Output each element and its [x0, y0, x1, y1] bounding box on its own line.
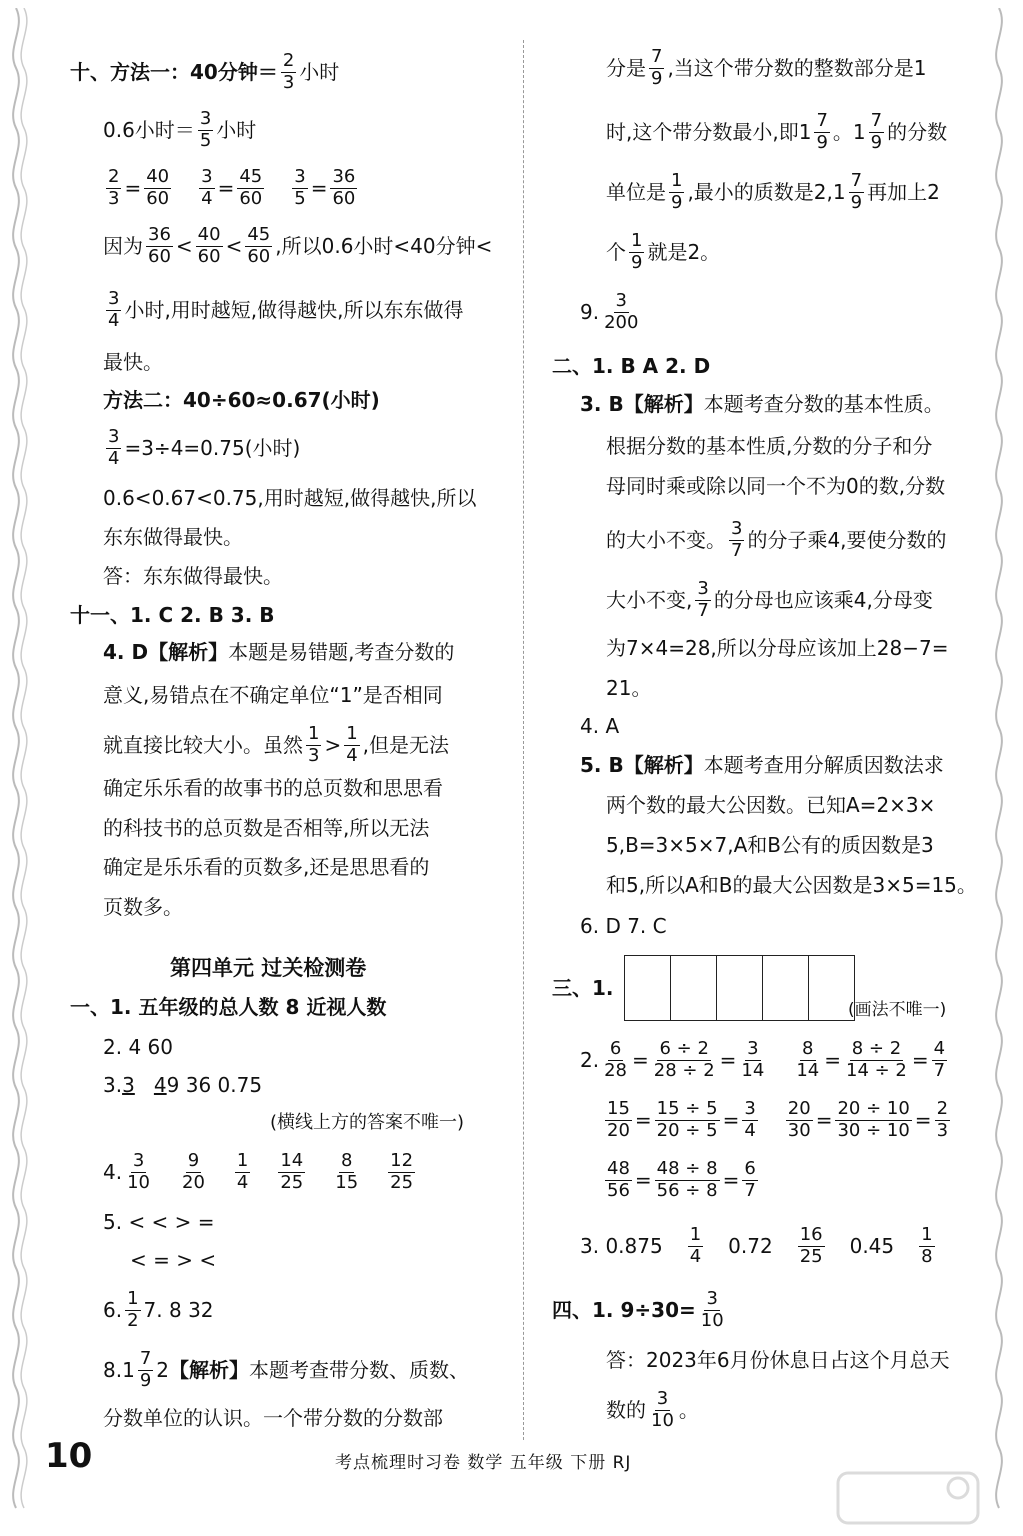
answer-line [70, 52, 339, 93]
text: 的分母也应该乘4,分母变 [713, 588, 933, 613]
text: 3. B [580, 392, 624, 416]
answer-line: $\frac{15}{20}$ = $\frac{15 \div 5}{20 \div 5}$ = $\frac{3}{4}$ $\frac{20}{30}$ = $\frac{20 \div 10}{30 \div 10}$ = $\frac{2}{3}$ [607, 1098, 949, 1141]
fraction [849, 172, 864, 213]
fraction [919, 1226, 934, 1267]
fraction-numerator: 14 [280, 1150, 304, 1171]
fraction-denominator: 8 [921, 1245, 933, 1267]
fraction-numerator: 36 [148, 224, 171, 245]
text: ,所以0.6小时<40分钟< [275, 234, 493, 259]
text: 本题考查用分解质因数法求 [703, 753, 944, 777]
fraction-numerator: 4 [933, 1038, 946, 1059]
answer-line: 确定是乐乐看的页数多,还是思思看的 [103, 855, 430, 879]
fraction [629, 232, 644, 273]
fraction [333, 1152, 360, 1193]
fraction-denominator: 60 [148, 245, 171, 267]
text: 小时 [216, 118, 257, 143]
fraction [237, 168, 264, 209]
fraction-denominator: 14 [741, 1059, 765, 1081]
fraction [144, 168, 171, 209]
fraction [106, 290, 121, 331]
fraction-denominator: 28 [604, 1059, 627, 1081]
fraction [125, 1290, 140, 1331]
fraction-numerator: 7 [139, 1348, 152, 1369]
text [717, 956, 763, 1020]
fraction [278, 1152, 305, 1193]
fraction-numerator: 8 [802, 1038, 814, 1059]
fraction [196, 226, 223, 267]
answer-line [103, 1075, 262, 1095]
fraction-denominator: 4 [236, 1171, 249, 1193]
text: 1 [852, 120, 866, 145]
answer-line: 方法二：40÷60≈0.67(小时) [103, 388, 380, 412]
fraction [798, 1226, 825, 1267]
fraction [742, 1160, 757, 1201]
answer-line: 5,B=3×5×7,A和B公有的质因数是3 [606, 833, 934, 857]
fraction-denominator: 5 [199, 129, 212, 151]
answer-line: 确定乐乐看的故事书的总页数和思思看 [103, 776, 443, 800]
fraction-denominator: 10 [700, 1309, 724, 1331]
text: 三、1. [552, 976, 614, 1000]
fraction [605, 1160, 632, 1201]
fraction-numerator: 36 [332, 166, 356, 187]
fraction-numerator: 3 [108, 288, 120, 309]
text: 9 36 0.75 [166, 1073, 263, 1097]
wavy-border-right [989, 8, 1015, 1528]
fraction [786, 1100, 813, 1141]
fraction [199, 168, 214, 209]
section-header: 二、1. B A 2. D [552, 354, 711, 378]
text: 4 [153, 1073, 167, 1097]
answer-line [580, 394, 944, 414]
fraction-denominator: 9 [139, 1369, 152, 1391]
fraction-numerator: 1 [631, 230, 643, 251]
fraction-numerator: 3 [132, 1150, 145, 1171]
fraction-denominator: 60 [239, 187, 263, 209]
answer-line: 因为 $\frac{36}{60}$ < $\frac{40}{60}$ < $\frac{45}{60}$ ,所以0.6小时<40分钟< [103, 224, 493, 267]
fraction-denominator: 9 [671, 191, 683, 213]
fraction-numerator: 8 ÷ 2 [851, 1038, 902, 1059]
fraction [649, 48, 664, 89]
text: ,但是无法 [362, 733, 450, 758]
answer-line: 答：东东做得最快。 [103, 564, 283, 588]
fraction [729, 520, 744, 561]
fraction-numerator: 7 [870, 110, 883, 131]
fraction-numerator: 40 [197, 224, 221, 245]
answer-line [580, 755, 944, 775]
fraction-numerator: 20 ÷ 10 [837, 1098, 910, 1119]
text: 【解析】 [169, 1358, 250, 1383]
text: 。 [832, 120, 853, 145]
fraction-numerator: 1 [308, 723, 320, 744]
fraction [814, 112, 829, 153]
fraction-denominator: 3 [308, 744, 320, 766]
fraction-denominator: 5 [294, 187, 306, 209]
answer-line [103, 642, 454, 662]
fraction [835, 1100, 911, 1141]
fraction-numerator: 1 [236, 1150, 249, 1171]
text: 【解析】 [148, 640, 229, 664]
column-divider [523, 40, 524, 1440]
text [625, 956, 671, 1020]
fraction-numerator: 3 [731, 518, 743, 539]
fraction-numerator: 20 [787, 1098, 811, 1119]
text: 5. B [580, 753, 624, 777]
fraction [695, 580, 710, 621]
answer-line: 2. $\frac{6}{28}$ = $\frac{6 \div 2}{28 \div 2}$ = $\frac{3}{14}$ $\frac{8}{14}$ = $\frac{8 \div 2}{14 \div 2}$ = $\frac{4}{7}$ [580, 1038, 946, 1081]
unit-title: 第四单元 过关检测卷 [170, 956, 367, 980]
text: 0.45 [849, 1234, 895, 1259]
fraction [281, 52, 296, 93]
answer-line: 根据分数的基本性质,分数的分子和分 [606, 434, 933, 458]
answer-line [103, 1152, 418, 1193]
answer-line: 答：2023年6月份休息日占这个月总天 [606, 1348, 950, 1372]
text: 3. [103, 1073, 123, 1097]
answer-line [103, 1350, 469, 1391]
fraction-denominator: 3 [108, 187, 120, 209]
fraction [602, 1040, 629, 1081]
fraction [292, 168, 307, 209]
text: 1 [832, 180, 846, 205]
text: 分是 [606, 56, 646, 81]
fraction-denominator: 200 [604, 311, 639, 333]
fraction [306, 725, 321, 766]
text: 再加上2 [867, 180, 940, 205]
answer-line: 母同时乘或除以同一个不为0的数,分数 [606, 474, 946, 498]
fraction-denominator: 10 [651, 1409, 674, 1431]
fraction-numerator: 15 ÷ 5 [656, 1098, 718, 1119]
fraction [602, 292, 640, 333]
fraction [649, 1390, 676, 1431]
fraction-numerator: 3 [294, 166, 306, 187]
section-header: 十一、1. C 2. B 3. B [70, 603, 275, 627]
fraction-denominator: 7 [933, 1059, 946, 1081]
fraction-denominator: 9 [631, 251, 643, 273]
fraction [388, 1152, 415, 1193]
text: ,当这个带分数的整数部分是1 [667, 56, 927, 81]
fraction [198, 110, 213, 151]
fraction-denominator: 4 [201, 187, 213, 209]
fraction-denominator: 4 [108, 447, 120, 469]
fraction [245, 226, 272, 267]
answer-line: 和5,所以A和B的最大公因数是3×5=15。 [606, 873, 977, 897]
fraction [138, 1350, 153, 1391]
answer-line [606, 48, 927, 89]
answer-line [606, 172, 940, 213]
fraction-denominator: 4 [108, 309, 120, 331]
fraction-denominator: 28 ÷ 2 [653, 1059, 715, 1081]
fraction-numerator: 15 [607, 1098, 630, 1119]
fraction-denominator: 2 [127, 1309, 139, 1331]
answer-line [606, 112, 947, 153]
answer-line: 4. A [580, 714, 620, 738]
fraction-denominator: 20 [607, 1119, 630, 1141]
fraction [106, 428, 121, 469]
text: 十、方法一：40分钟＝ [70, 60, 278, 85]
fraction [125, 1152, 152, 1193]
fraction-denominator: 7 [744, 1179, 756, 1201]
answer-line: 5. < < > = [103, 1210, 215, 1234]
text: 单位是 [606, 180, 666, 205]
text [763, 956, 809, 1020]
fraction-denominator: 25 [390, 1171, 414, 1193]
fraction-numerator: 2 [282, 50, 295, 71]
text: 0.6小时＝ [103, 118, 195, 143]
answer-line [580, 1226, 938, 1267]
text: 8. [103, 1358, 123, 1383]
fraction-numerator: 6 [744, 1158, 756, 1179]
answer-line [606, 580, 933, 621]
fraction [844, 1040, 909, 1081]
fraction-denominator: 7 [697, 599, 709, 621]
fraction [669, 172, 684, 213]
fraction-numerator: 16 [799, 1224, 823, 1245]
text: 1 [122, 1358, 135, 1383]
answer-line [606, 1390, 699, 1431]
fraction-numerator: 40 [146, 166, 170, 187]
answer-line: 就直接比较大小。虽然 $\frac{1}{3}$ > $\frac{1}{4}$ ,但是无法 [103, 723, 450, 766]
answer-line [606, 520, 947, 561]
fraction [180, 1152, 207, 1193]
fraction-denominator: 20 [182, 1171, 205, 1193]
text [809, 956, 854, 1020]
watermark-logo-icon [833, 1468, 983, 1528]
text: 【解析】 [623, 392, 704, 416]
fraction-denominator: 60 [247, 245, 271, 267]
fraction-denominator: 4 [744, 1119, 756, 1141]
text [671, 956, 717, 1020]
fraction [688, 1226, 703, 1267]
fraction-denominator: 3 [282, 71, 295, 93]
fraction [869, 112, 884, 153]
answer-line [103, 290, 464, 331]
fraction-numerator: 3 [744, 1098, 756, 1119]
fraction-denominator: 56 [607, 1179, 630, 1201]
fraction [344, 725, 359, 766]
page-number: 10 [45, 1436, 93, 1476]
fraction [932, 1040, 947, 1081]
fraction-numerator: 1 [921, 1224, 933, 1245]
fraction-numerator: 3 [697, 578, 709, 599]
fraction [235, 1152, 250, 1193]
text: 9. [580, 300, 600, 325]
fraction [605, 1100, 632, 1141]
note: (画法不唯一) [848, 1000, 947, 1020]
fraction-denominator: 9 [850, 191, 863, 213]
text: 本题考查分数的基本性质。 [703, 392, 944, 416]
text: 0.72 [728, 1234, 773, 1259]
text: 4. D [103, 640, 149, 664]
fraction-denominator: 4 [689, 1245, 702, 1267]
fraction-numerator: 6 [609, 1038, 622, 1059]
answer-line: 21。 [606, 676, 652, 700]
text: 四、1. 9÷30= [552, 1298, 696, 1323]
text: ,最小的质数是2, [687, 180, 833, 205]
fraction-denominator: 10 [127, 1171, 150, 1193]
section-header [552, 955, 855, 1021]
answer-line: 6. D 7. C [580, 914, 667, 938]
fraction-denominator: 7 [731, 539, 743, 561]
answer-line [103, 428, 300, 469]
fraction-numerator: 3 [201, 166, 213, 187]
fraction-numerator: 12 [390, 1150, 414, 1171]
answer-line: 为7×4=28,所以分母应该加上28−7= [606, 636, 949, 660]
answer-line: 2. 4 60 [103, 1035, 173, 1059]
note: (横线上方的答案不唯一) [270, 1112, 465, 1133]
fraction [655, 1100, 720, 1141]
fraction-numerator: 2 [108, 166, 120, 187]
fraction-denominator: 4 [346, 744, 358, 766]
text: 2 [156, 1358, 170, 1383]
fraction [330, 168, 357, 209]
answer-line: 分数单位的认识。一个带分数的分数部 [103, 1406, 443, 1430]
fraction [935, 1100, 950, 1141]
fraction [739, 1040, 766, 1081]
answer-line: 最快。 [103, 350, 163, 374]
answer-line: 的科技书的总页数是否相等,所以无法 [103, 816, 430, 840]
fraction-numerator: 48 [607, 1158, 630, 1179]
answer-line [580, 292, 643, 333]
fraction [655, 1160, 720, 1201]
text: 。 [678, 1398, 699, 1423]
fraction [794, 1040, 821, 1081]
text: 大小不变, [606, 588, 693, 613]
answer-line [103, 110, 256, 151]
text: 6. [103, 1298, 123, 1323]
fraction-denominator: 9 [651, 67, 663, 89]
fraction-numerator: 45 [239, 166, 263, 187]
answer-line: 意义,易错点在不确定单位“1”是否相同 [103, 683, 443, 707]
fraction-numerator: 6 ÷ 2 [659, 1038, 709, 1059]
text: 小时,用时越短,做得越快,所以东东做得 [124, 298, 464, 323]
fraction-numerator: 1 [689, 1224, 702, 1245]
section-header: 一、1. 五年级的总人数 8 近视人数 [70, 995, 387, 1019]
fraction-denominator: 30 [787, 1119, 811, 1141]
fraction-numerator: 9 [187, 1150, 200, 1171]
fraction [106, 168, 121, 209]
text: 2. [580, 1048, 600, 1073]
text: 的分子乘4,要使分数的 [747, 528, 947, 553]
fraction-numerator: 3 [615, 290, 627, 311]
fraction-numerator: 1 [127, 1288, 139, 1309]
fraction [146, 226, 173, 267]
text: 的大小不变。 [606, 528, 726, 553]
fraction-numerator: 2 [936, 1098, 949, 1119]
fraction-numerator: 1 [671, 170, 683, 191]
text: 3. 0.875 [580, 1234, 663, 1259]
answer-line [606, 232, 720, 273]
text: 数的 [606, 1398, 646, 1423]
text: 7. 8 32 [143, 1298, 214, 1323]
fraction-denominator: 60 [146, 187, 170, 209]
fraction-numerator: 1 [346, 723, 358, 744]
fraction-numerator: 7 [816, 110, 828, 131]
fraction-numerator: 3 [108, 426, 120, 447]
fraction-numerator: 7 [651, 46, 663, 67]
text: 时,这个带分数最小,即 [606, 120, 799, 145]
fraction [699, 1290, 726, 1331]
fraction-numerator: 3 [199, 108, 212, 129]
fraction-denominator: 15 [335, 1171, 359, 1193]
fraction-numerator: 48 ÷ 8 [656, 1158, 718, 1179]
fraction [652, 1040, 717, 1081]
fraction-numerator: 3 [656, 1388, 669, 1409]
five-box-diagram [624, 955, 855, 1021]
answer-line: 0.6<0.67<0.75,用时越短,做得越快,所以 [103, 486, 477, 510]
fraction [742, 1100, 757, 1141]
text: 4. [103, 1160, 123, 1185]
fraction-denominator: 20 ÷ 5 [656, 1119, 718, 1141]
fraction-denominator: 56 ÷ 8 [656, 1179, 718, 1201]
answer-line [103, 1290, 214, 1331]
text: 小时 [299, 60, 340, 85]
wavy-border-left [8, 8, 34, 1528]
text: 本题考查带分数、质数、 [249, 1358, 470, 1383]
fraction-denominator: 9 [816, 131, 828, 153]
fraction-denominator: 14 [796, 1059, 820, 1081]
text: 【解析】 [623, 753, 704, 777]
text: 就直接比较大小。虽然 [103, 733, 303, 758]
fraction-denominator: 60 [332, 187, 356, 209]
text: 3 [122, 1073, 135, 1097]
text: 就是2。 [647, 240, 721, 265]
fraction-denominator: 30 ÷ 10 [837, 1119, 910, 1141]
answer-line: < = > < [130, 1248, 217, 1272]
fraction-numerator: 7 [850, 170, 863, 191]
fraction-numerator: 8 [340, 1150, 353, 1171]
fraction-denominator: 14 ÷ 2 [846, 1059, 907, 1081]
fraction-denominator: 25 [799, 1245, 823, 1267]
text: 本题是易错题,考查分数的 [228, 640, 455, 664]
fraction-numerator: 3 [706, 1288, 718, 1309]
answer-line: 东东做得最快。 [103, 525, 243, 549]
fraction-denominator: 3 [936, 1119, 949, 1141]
footer-text: 考点梳理时习卷 数学 五年级 下册 RJ [335, 1453, 632, 1473]
fraction-denominator: 60 [197, 245, 221, 267]
answer-line: 页数多。 [103, 895, 183, 919]
text: 因为 [103, 234, 143, 259]
answer-line: $\frac{2}{3}$ = $\frac{40}{60}$ $\frac{3}{4}$ = $\frac{45}{60}$ $\frac{3}{5}$ = $\frac{36}{60}$ [108, 166, 356, 209]
fraction-denominator: 9 [870, 131, 883, 153]
text: 个 [606, 240, 626, 265]
text: =3÷4=0.75(小时) [124, 436, 301, 461]
answer-line: 两个数的最大公因数。已知A=2×3× [606, 793, 936, 817]
text: 的分数 [887, 120, 948, 145]
section-header [552, 1290, 729, 1331]
answer-line: $\frac{48}{56}$ = $\frac{48 \div 8}{56 \div 8}$ = $\frac{6}{7}$ [607, 1158, 756, 1201]
fraction-numerator: 3 [747, 1038, 759, 1059]
text: 1 [798, 120, 812, 145]
fraction-numerator: 45 [247, 224, 271, 245]
fraction-denominator: 25 [280, 1171, 304, 1193]
